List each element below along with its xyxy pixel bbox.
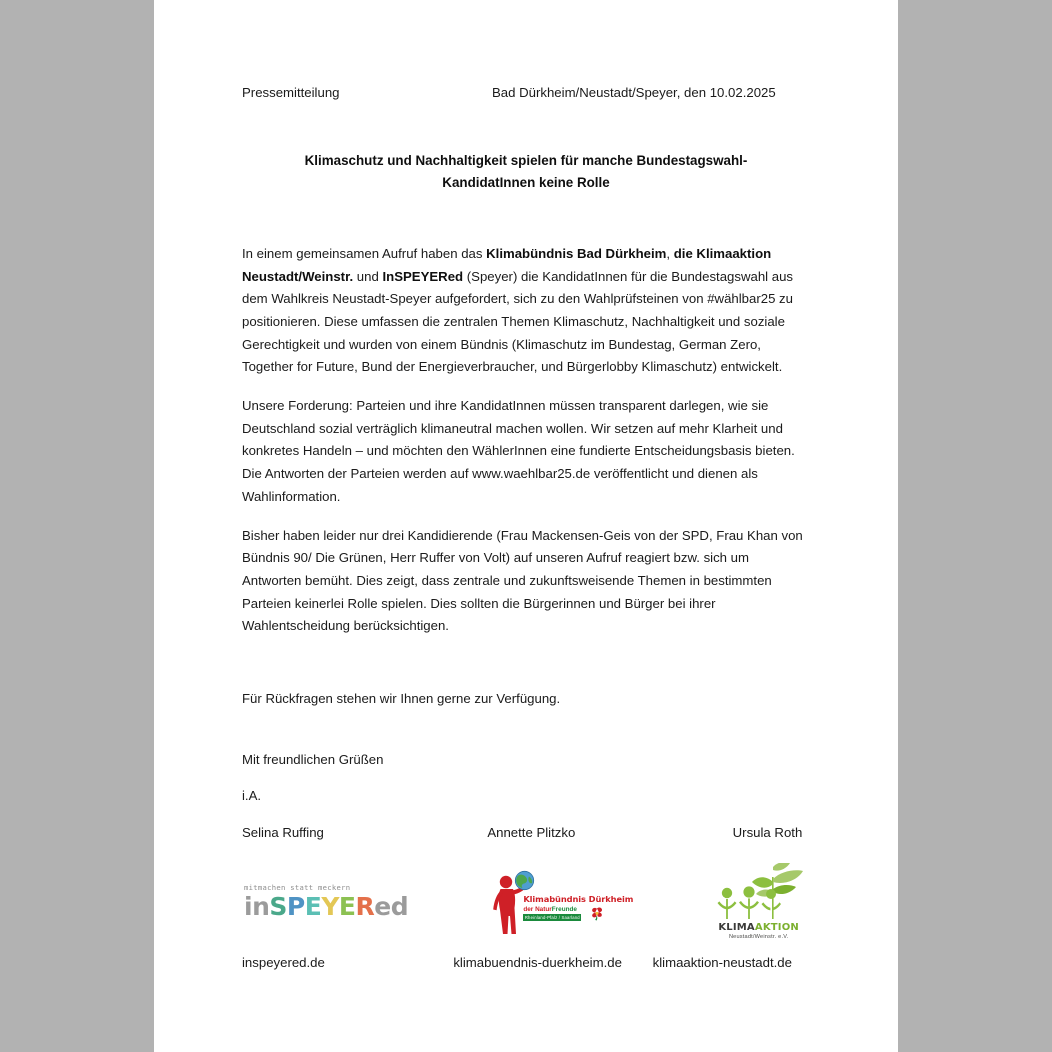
spacer [242,654,810,688]
wordmark-letter: E [304,892,322,922]
klimabuendnis-text [523,894,634,922]
signatory-url[interactable]: klimaaktion-neustadt.de [652,955,792,971]
klimaaktion-subtitle: Neustadt/Weinstr. e.V. [728,933,789,940]
naturfreunde-freunde: Freunde [551,906,577,914]
naturfreunde-block [523,906,607,922]
wordmark-letter: Y [321,892,339,922]
plant-with-people-icon [711,863,807,921]
inspeyered-tagline: mitmachen statt meckern [244,883,351,893]
page-content [242,84,810,970]
inspeyered-logo [244,883,409,922]
page-title: Klimaschutz und Nachhaltigkeit spielen für manche Bundestagswahl-KandidatInnen keine Rolle [304,153,748,190]
document-page [154,0,898,1052]
signatory-name: Annette Plitzko [487,825,576,841]
naturfreunde-region-bar: Rheinland-Pfalz / Saarland [524,915,580,921]
naturfreunde-der: der [523,906,534,914]
logo-container [242,853,431,949]
wordmark-letter: i [244,892,253,922]
wordmark-letter: R [355,892,375,922]
paragraph-3: Bisher haben leider nur drei Kandidierende (Frau Mackensen-Geis von der SPD, Frau Khan von Bündnis 90/ Die Grünen, Herr Ruffer von Volt) auf unseren Aufruf reagiert bzw. sich um Antworten bemüht. Dies zeigt, dass zentrale und zukunftsweisende Themen in bestimmten Parteien keinerlei Rolle spielen. Dies sollten die Bürgerinnen und Bürger bei ihrer Wahlentscheidung berücksichtigen. [242,527,803,634]
paragraph-1: In einem gemeinsamen Aufruf haben das Klimabündnis Bad Dürkheim, die Klimaaktion Neustadt/Weinstr. und InSPEYERed (Speyer) die KandidatInnen für die Bundestagswahl aus dem Wahlkreis Neustadt-Speyer aufgefordert, sich zu den Wahlprüfsteinen von #wählbar25 zu positionieren. Diese umfassen die zentralen Themen Klimaschutz, Nachhaltigkeit und soziale Gerechtigkeit und wurden von einem Bündnis (Klimaschutz im Bundestag, German Zero, Together for Future, Bund der Energieverbraucher, und Bürgerlobby Klimaschutz) entwickelt. [242,245,794,375]
klimaaktion-title-part2: AKTION [754,921,799,933]
naturfreunde-natur: Natur [535,906,552,914]
header-left-label: Pressemitteilung [242,85,340,100]
naturfreunde-flower-icon [588,906,606,922]
wordmark-letter: E [338,892,356,922]
inquiries-line: Für Rückfragen stehen wir Ihnen gerne zur Verfügung. [242,691,561,707]
logo-container [705,853,810,949]
klimaaktion-logo [711,863,807,940]
naturfreunde-text [523,906,585,921]
paragraph-2: Unsere Forderung: Parteien und ihre KandidatInnen müssen transparent darlegen, wie sie Deutschland sozial verträglich klimaneutral machen wollen. Wir setzen auf mehr Klarheit und konkretes Handeln – und möchten den WählerInnen eine fundierte Entscheidungsbasis bieten. Die Antworten der Parteien werden auf www.waehlbar25.de veröffentlicht und dienen als Wahlinformation. [242,398,795,504]
wordmark-letter: n [252,892,270,922]
logo-container [487,853,634,949]
wordmark-letter: P [286,892,305,922]
wordmark-letter: d [390,892,409,922]
signatory-column-2 [431,822,634,971]
wordmark-letter: e [374,892,391,922]
klimabuendnis-logo [487,864,634,938]
signatory-url[interactable]: inspeyered.de [242,955,325,971]
header-place-date: Bad Dürkheim/Neustadt/Speyer, den 10.02.2025 [492,85,776,100]
signatory-column-3 [621,822,810,970]
signatory-url[interactable]: klimabuendnis-duerkheim.de [453,955,622,971]
wordmark-letter: S [269,892,287,922]
klimaaktion-wordmark [711,922,807,933]
proxy-line: i.A. [242,788,262,804]
signatory-name: Selina Ruffing [242,825,324,841]
klimaaktion-title-part1: KLIMA [718,921,755,933]
naturfreunde-wordmark [523,906,585,913]
spacer [242,725,810,749]
klimabuendnis-title: Klimabündnis Dürkheim [523,894,634,905]
signatory-column-1 [242,822,431,970]
greeting-line: Mit freundlichen Grüßen [242,751,384,767]
signature-row [242,822,810,970]
document-header [242,84,810,102]
inspeyered-wordmark [244,892,409,922]
signatory-name: Ursula Roth [732,825,803,841]
